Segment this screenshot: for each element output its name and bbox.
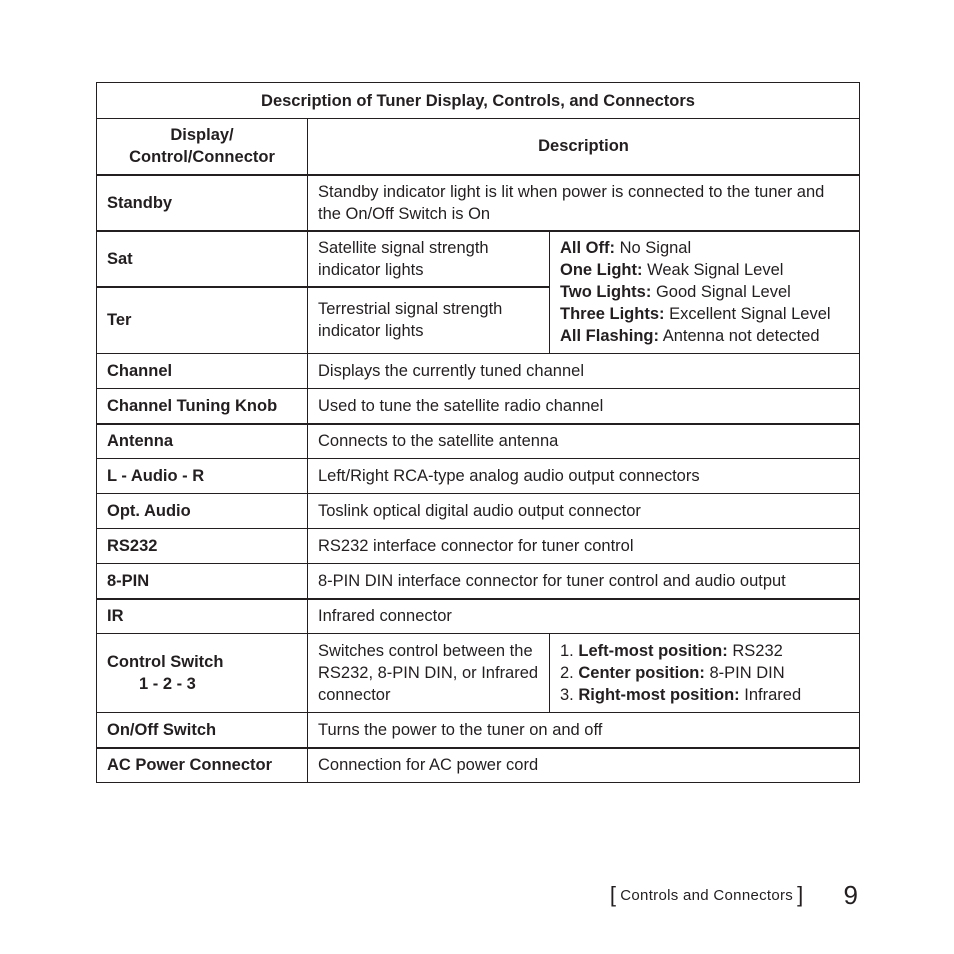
table-header-row — [97, 119, 860, 175]
table-row-sat — [97, 231, 860, 287]
switch-position-item: 1. Left-most position: RS232 — [560, 642, 783, 660]
row-description: RS232 interface connector for tuner control — [308, 529, 860, 564]
header-col1-line1: Display/ — [170, 126, 234, 145]
row-label — [97, 634, 308, 713]
table-row-antenna — [97, 424, 860, 459]
header-description: Description — [308, 119, 860, 175]
row-label: On/Off Switch — [97, 713, 308, 748]
signal-level-item: All Flashing: Antenna not detected — [560, 327, 820, 346]
row-label: 8-PIN — [97, 564, 308, 599]
table-row-8pin — [97, 564, 860, 599]
row-description: Terrestrial signal strength indicator lights — [308, 287, 550, 354]
row-label: Ter — [97, 287, 308, 354]
signal-level-item: Three Lights: Excellent Signal Level — [560, 305, 831, 324]
header-display-control-connector — [97, 119, 308, 175]
table-row-channel — [97, 354, 860, 389]
close-bracket: ] — [797, 882, 804, 907]
row-description: Used to tune the satellite radio channel — [308, 389, 860, 424]
row-label: Antenna — [97, 424, 308, 459]
control-switch-label: Control Switch — [107, 653, 224, 671]
row-description: Connects to the satellite antenna — [308, 424, 860, 459]
switch-position-list — [550, 634, 860, 713]
row-description: Connection for AC power cord — [308, 748, 860, 783]
signal-level-legend — [550, 231, 860, 354]
row-label: Sat — [97, 231, 308, 287]
switch-position-item: 3. Right-most position: Infrared — [560, 686, 802, 704]
row-description: Switches control between the RS232, 8-PIN DIN, or Infrared connector — [308, 634, 550, 713]
table-row-audio — [97, 459, 860, 494]
table-row-tuning-knob — [97, 389, 860, 424]
footer-section-title — [610, 882, 804, 908]
control-switch-positions-label: 1 - 2 - 3 — [139, 675, 196, 693]
signal-level-item: Two Lights: Good Signal Level — [560, 283, 791, 302]
row-label: RS232 — [97, 529, 308, 564]
row-description: Left/Right RCA-type analog audio output connectors — [308, 459, 860, 494]
table-row-onoff — [97, 713, 860, 748]
row-description: Displays the currently tuned channel — [308, 354, 860, 389]
row-description: Toslink optical digital audio output connector — [308, 494, 860, 529]
table-row-ac-power — [97, 748, 860, 783]
page-footer — [610, 878, 858, 912]
signal-level-item: All Off: No Signal — [560, 239, 692, 258]
row-label: Opt. Audio — [97, 494, 308, 529]
row-description: Infrared connector — [308, 599, 860, 634]
table-row-ir — [97, 599, 860, 634]
row-description: Standby indicator light is lit when power is connected to the tuner and the On/Off Switch is On — [308, 175, 860, 231]
row-description: 8-PIN DIN interface connector for tuner control and audio output — [308, 564, 860, 599]
tuner-description-table — [96, 82, 860, 783]
row-label: Channel — [97, 354, 308, 389]
switch-position-item: 2. Center position: 8-PIN DIN — [560, 664, 785, 682]
table-row-rs232 — [97, 529, 860, 564]
row-label: Standby — [97, 175, 308, 231]
row-label: AC Power Connector — [97, 748, 308, 783]
signal-level-item: One Light: Weak Signal Level — [560, 261, 784, 280]
row-label: IR — [97, 599, 308, 634]
open-bracket: [ — [609, 882, 617, 907]
table-title: Description of Tuner Display, Controls, and Connectors — [97, 83, 860, 119]
page-number: 9 — [843, 879, 858, 910]
row-label: L - Audio - R — [97, 459, 308, 494]
row-description: Turns the power to the tuner on and off — [308, 713, 860, 748]
section-name: Controls and Connectors — [620, 886, 794, 904]
header-col1-line2: Control/Connector — [129, 148, 275, 167]
table-row-control-switch — [97, 634, 860, 713]
row-description: Satellite signal strength indicator lights — [308, 231, 550, 287]
row-label: Channel Tuning Knob — [97, 389, 308, 424]
table-row-standby — [97, 175, 860, 231]
table-row-opt-audio — [97, 494, 860, 529]
